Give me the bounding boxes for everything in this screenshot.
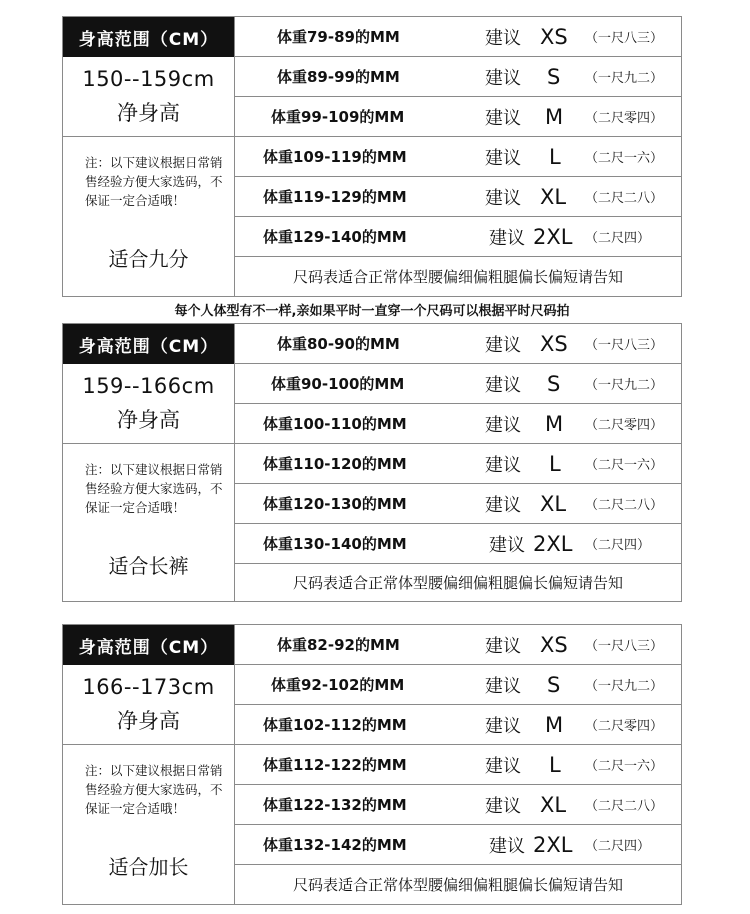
suggest-label: 建议 xyxy=(485,795,521,817)
waist-chinese-label: （二尺四） xyxy=(585,538,651,553)
waist-chinese-label: （二尺零四） xyxy=(585,111,664,126)
height-column xyxy=(63,625,235,904)
size-row xyxy=(235,364,681,404)
weight-label: 体重129-140的MM xyxy=(263,228,407,246)
size-row xyxy=(235,705,681,745)
size-table-1 xyxy=(62,16,682,297)
size-label: 2XL xyxy=(533,531,573,556)
weight-label: 体重110-120的MM xyxy=(263,455,407,473)
weight-label: 体重90-100的MM xyxy=(271,375,405,393)
suggest-label: 建议 xyxy=(489,835,525,857)
size-row xyxy=(235,625,681,665)
waist-chinese-label: （二尺一六） xyxy=(585,759,664,774)
waist-chinese-label: （二尺零四） xyxy=(585,418,664,433)
weight-label: 体重92-102的MM xyxy=(271,676,405,694)
waist-chinese-label: （一尺九二） xyxy=(585,679,664,694)
waist-chinese-label: （二尺一六） xyxy=(585,458,664,473)
height-range-box xyxy=(63,665,234,745)
size-row xyxy=(235,17,681,57)
size-note: 注：以下建议根据日常销售经验方便大家选码，不保证一定合适哦！ xyxy=(85,462,223,515)
suggest-label: 建议 xyxy=(485,635,521,657)
net-height-label: 净身高 xyxy=(117,709,180,733)
size-label: M xyxy=(545,712,564,737)
net-height-label: 净身高 xyxy=(117,101,180,125)
size-row xyxy=(235,97,681,137)
size-label: L xyxy=(549,144,561,169)
footer-row xyxy=(235,257,681,295)
height-column xyxy=(63,17,235,296)
suggest-label: 建议 xyxy=(485,715,521,737)
size-label: 2XL xyxy=(533,832,573,857)
suggest-label: 建议 xyxy=(485,755,521,777)
suggest-label: 建议 xyxy=(485,675,521,697)
suggest-label: 建议 xyxy=(485,107,521,129)
suggest-label: 建议 xyxy=(485,454,521,476)
height-range-box xyxy=(63,57,234,137)
weight-label: 体重109-119的MM xyxy=(263,148,407,166)
size-label: S xyxy=(547,672,561,697)
size-label: XL xyxy=(540,184,567,209)
footer-note: 尺码表适合正常体型腰偏细偏粗腿偏长偏短请告知 xyxy=(292,267,623,286)
suggest-label: 建议 xyxy=(485,414,521,436)
size-note: 注：以下建议根据日常销售经验方便大家选码，不保证一定合适哦！ xyxy=(85,763,223,816)
height-column xyxy=(63,324,235,601)
waist-chinese-label: （二尺四） xyxy=(585,231,651,246)
size-row xyxy=(235,785,681,825)
size-label: XS xyxy=(540,632,568,657)
fit-label: 适合九分 xyxy=(108,247,189,271)
waist-chinese-label: （一尺九二） xyxy=(585,71,664,86)
weight-label: 体重82-92的MM xyxy=(277,636,400,654)
height-range-value: 166--173cm xyxy=(82,675,215,699)
waist-chinese-label: （二尺二八） xyxy=(585,191,664,206)
size-note: 注：以下建议根据日常销售经验方便大家选码，不保证一定合适哦！ xyxy=(85,155,223,208)
weight-label: 体重100-110的MM xyxy=(263,415,407,433)
weight-label: 体重132-142的MM xyxy=(263,836,407,854)
weight-label: 体重80-90的MM xyxy=(277,335,400,353)
weight-label: 体重112-122的MM xyxy=(263,756,407,774)
suggest-label: 建议 xyxy=(489,534,525,556)
between-note: 每个人体型有不一样,亲如果平时一直穿一个尺码可以根据平时尺码拍 xyxy=(174,304,570,319)
size-row xyxy=(235,404,681,444)
footer-row xyxy=(235,865,681,903)
suggest-label: 建议 xyxy=(485,27,521,49)
footer-row xyxy=(235,564,681,600)
suggest-label: 建议 xyxy=(489,227,525,249)
size-row xyxy=(235,825,681,865)
size-row xyxy=(235,137,681,177)
fit-label: 适合加长 xyxy=(108,855,189,879)
waist-chinese-label: （二尺二八） xyxy=(585,498,664,513)
size-label: M xyxy=(545,411,564,436)
height-range-header: 身高范围（CM） xyxy=(63,17,234,57)
size-row xyxy=(235,665,681,705)
size-table-2 xyxy=(62,323,682,602)
footer-note: 尺码表适合正常体型腰偏细偏粗腿偏长偏短请告知 xyxy=(292,875,623,894)
size-row xyxy=(235,484,681,524)
waist-chinese-label: （一尺八三） xyxy=(585,31,664,46)
size-row xyxy=(235,524,681,564)
weight-label: 体重99-109的MM xyxy=(271,108,405,126)
waist-chinese-label: （二尺零四） xyxy=(585,719,664,734)
size-label: L xyxy=(549,451,561,476)
height-range-value: 150--159cm xyxy=(82,67,215,91)
size-label: S xyxy=(547,64,561,89)
weight-label: 体重102-112的MM xyxy=(263,716,407,734)
suggest-label: 建议 xyxy=(485,147,521,169)
size-label: M xyxy=(545,104,564,129)
waist-chinese-label: （一尺九二） xyxy=(585,378,664,393)
weight-label: 体重120-130的MM xyxy=(263,495,407,513)
height-range-value: 159--166cm xyxy=(82,374,215,398)
weight-label: 体重119-129的MM xyxy=(263,188,407,206)
waist-chinese-label: （二尺四） xyxy=(585,839,651,854)
height-range-header: 身高范围（CM） xyxy=(63,324,234,364)
waist-chinese-label: （二尺一六） xyxy=(585,151,664,166)
size-label: XL xyxy=(540,792,567,817)
weight-label: 体重122-132的MM xyxy=(263,796,407,814)
fit-label: 适合长裤 xyxy=(108,554,189,578)
suggest-label: 建议 xyxy=(485,374,521,396)
size-label: L xyxy=(549,752,561,777)
suggest-label: 建议 xyxy=(485,494,521,516)
height-range-header: 身高范围（CM） xyxy=(63,625,234,665)
suggest-label: 建议 xyxy=(485,187,521,209)
weight-label: 体重130-140的MM xyxy=(263,535,407,553)
size-row xyxy=(235,57,681,97)
waist-chinese-label: （二尺二八） xyxy=(585,799,664,814)
size-row xyxy=(235,324,681,364)
weight-label: 体重79-89的MM xyxy=(277,28,400,46)
weight-label: 体重89-99的MM xyxy=(277,68,400,86)
size-row xyxy=(235,444,681,484)
waist-chinese-label: （一尺八三） xyxy=(585,338,664,353)
size-label: S xyxy=(547,371,561,396)
suggest-label: 建议 xyxy=(485,334,521,356)
size-label: 2XL xyxy=(533,224,573,249)
suggest-label: 建议 xyxy=(485,67,521,89)
size-row xyxy=(235,217,681,257)
waist-chinese-label: （一尺八三） xyxy=(585,639,664,654)
net-height-label: 净身高 xyxy=(117,408,180,432)
size-label: XS xyxy=(540,331,568,356)
footer-note: 尺码表适合正常体型腰偏细偏粗腿偏长偏短请告知 xyxy=(292,573,623,592)
size-row xyxy=(235,745,681,785)
size-row xyxy=(235,177,681,217)
size-label: XL xyxy=(540,491,567,516)
size-label: XS xyxy=(540,24,568,49)
height-range-box xyxy=(63,364,234,444)
size-table-3 xyxy=(62,624,682,905)
